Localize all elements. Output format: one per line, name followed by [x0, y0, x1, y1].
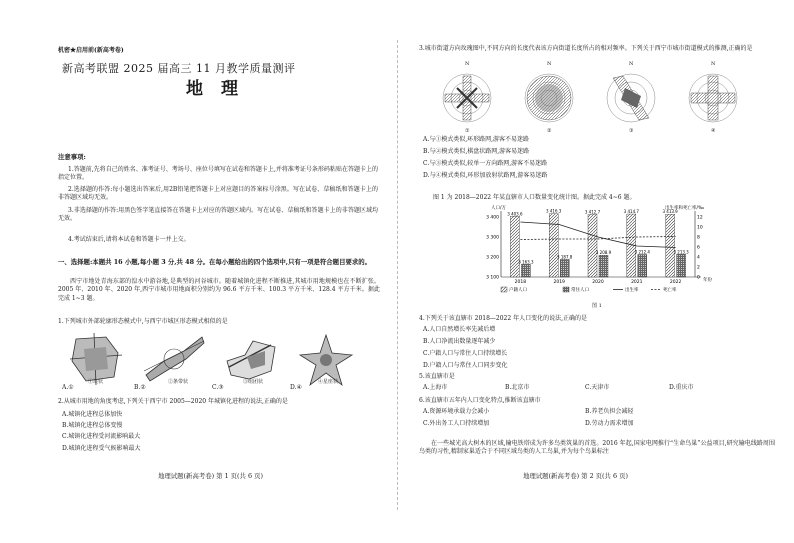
question-2: 2.从城市用地的角度考虑,下列关于西宁市 2005—2020 年城镇化进程的说法,正确的是 [58, 398, 288, 405]
bar-huji-2020 [588, 214, 597, 277]
rose-diagram-1 [443, 74, 491, 122]
question-6: 6.该直辖市五年内人口变化特点,推断该直辖市 [419, 397, 541, 404]
notice-title: 注意事项: [58, 153, 86, 161]
map-label-3: ③组团状 [243, 379, 264, 385]
rose-4-north: N [711, 61, 716, 67]
street-rose-diagrams [433, 66, 763, 136]
label-huji-2019: 3 416.3 [546, 208, 562, 214]
question-3: 3.城市街道方向玫瑰图中,不同方向的长度代表该方向街道长度所占的相对频率。下列关于西宁市城市街道模式的推测,正确的是 [419, 45, 753, 52]
x-tick-2022: 2022 [669, 280, 682, 285]
exam-title: 新高考联盟 2025 届高三 11 月教学质量测评 [62, 62, 296, 75]
legend-birth: 出生率 [625, 288, 639, 293]
rose-3-north: N [629, 61, 634, 67]
q2-option-a[interactable]: A.城镇化进程总体加快 [62, 411, 123, 418]
rose-2-north: N [547, 61, 552, 67]
bar-huji-2019 [549, 214, 558, 277]
map-constellation [300, 335, 352, 385]
q2-option-b[interactable]: B.城镇化进程总体变慢 [62, 422, 123, 429]
y2-tick-0: 0 [697, 275, 700, 281]
line-birth-rate [520, 222, 675, 248]
q1-option-a[interactable]: A.① [62, 384, 74, 391]
rose-label-2: ② [547, 128, 552, 134]
notice-2: 2.选择题的作答:每小题选出答案后,用2B铅笔把答题卡上对应题目的答案标号涂黑。写在试卷、草稿纸和答题卡上的非答题区域均无效。 [58, 186, 378, 202]
q4-option-c[interactable]: C.户籍人口与常住人口持续增长 [423, 350, 508, 357]
map-cluster [227, 341, 275, 379]
label-changzhu-2022: 3 213.3 [673, 249, 689, 255]
right-footer: 地理试题(新高考卷) 第 2 页(共 6 页) [523, 472, 628, 480]
notice-1: 1.答题前,先将自己的姓名、准考证号、考场号、座位号填写在试卷和答题卡上,并将准考证号条形码粘贴在答题卡上的指定位置。 [58, 166, 378, 182]
bar-changzhu-2019 [560, 259, 569, 277]
y2-tick-2: 4 [697, 255, 700, 261]
map-strip [144, 337, 204, 381]
rose-diagram-3 [607, 74, 655, 122]
label-huji-2018: 3 403.6 [507, 211, 523, 217]
map-label-2: ②条带状 [168, 379, 189, 385]
right-page [397, 0, 794, 543]
rose-diagram-2 [525, 74, 573, 122]
q5-option-a[interactable]: A.上海市 [423, 384, 448, 391]
left-footer: 地理试题(新高考卷) 第 1 页(共 6 页) [158, 472, 263, 480]
q5-option-b[interactable]: B.北京市 [505, 384, 530, 391]
y2-tick-4: 8 [697, 235, 700, 241]
passage-1: 西宁市地处青海东部的湟水中游谷地,是典型的河谷城市。随着城镇化进程不断推进,其城市用地规模也在不断扩张。2005 年、2010 年、2020 年,西宁市城市用地面积分别约为 96.6 平方千米、100.3 平方千米、128.4 平方千米。据此完成 1~3 题。 [58, 278, 380, 302]
rose-1-north: N [465, 61, 470, 67]
figure-caption: 图 1 [592, 303, 602, 309]
y2-tick-1: 2 [697, 265, 700, 271]
label-changzhu-2018: 3 163.3 [518, 259, 534, 265]
question-5: 5.该直辖市是 [419, 373, 455, 380]
q1-option-d[interactable]: D.④ [290, 384, 302, 391]
rose-label-1: ① [465, 128, 470, 134]
label-huji-2022: 3 413.9 [662, 209, 678, 215]
notice-3: 3.非选择题的作答:用黑色签字笔直接答在答题卡上对应的答题区域内。写在试卷、草稿纸和答题卡上的非答题区域均无效。 [58, 207, 378, 223]
map-label-1: ①块状 [88, 379, 104, 385]
q1-option-c[interactable]: C.③ [212, 384, 224, 391]
bar-changzhu-2018 [521, 264, 530, 277]
question-1: 1.下列城市外部轮廓形态模式中,与西宁市城区形态模式相似的是 [58, 318, 228, 325]
bar-huji-2018 [510, 216, 519, 277]
section-1-text: 一、选择题:本题共 16 小题,每小题 3 分,共 48 分。在每小题给出的四个选项中,只有一项是符合题目要求的。 [58, 258, 372, 266]
legend-swatch-huji [501, 287, 507, 292]
x-axis-label: 年份 [703, 278, 712, 283]
q1-option-b[interactable]: B.② [134, 384, 146, 391]
notice-4: 4.考试结束后,请将本试卷和答题卡一并上交。 [68, 236, 190, 243]
y2-tick-5: 10 [697, 225, 703, 231]
y-tick-3: 3 400 [486, 215, 499, 221]
label-changzhu-2021: 3 212.4 [634, 249, 650, 255]
q6-option-b[interactable]: B.养老负担会减轻 [585, 408, 634, 415]
q3-option-c[interactable]: C.与③模式类似,较单一方向路网,游客不易迷路 [423, 160, 548, 167]
x-tick-2018: 2018 [514, 280, 527, 285]
bar-huji-2022 [666, 214, 675, 277]
label-changzhu-2020: 3 208.9 [595, 250, 612, 256]
bar-changzhu-2021 [638, 255, 647, 277]
q6-option-a[interactable]: A.资源环境承载力会减小 [423, 408, 490, 415]
confidential-label: 机密★启用前(新高考卷) [58, 47, 124, 54]
bar-changzhu-2020 [599, 255, 608, 277]
q2-option-d[interactable]: D.城镇化进程受气候影响最大 [62, 445, 141, 452]
legend-huji: 户籍人口 [509, 288, 527, 293]
q3-option-d[interactable]: D.与④模式类似,环形加放射状路网,游客易迷路 [423, 172, 548, 179]
y-tick-0: 3 100 [486, 275, 499, 281]
y-tick-2: 3 300 [486, 235, 499, 241]
bar-changzhu-2022 [677, 254, 686, 277]
figure-intro: 图 1 为 2018—2022 年某直辖市人口数量变化统计图。据此完成 4~6 题。 [433, 194, 636, 201]
q3-option-b[interactable]: B.与②模式类似,棋盘状路网,游客易迷路 [423, 148, 530, 155]
x-tick-2021: 2021 [631, 280, 643, 285]
y-tick-1: 3 200 [486, 255, 499, 261]
question-4: 4.下列关于该直辖市 2018—2022 年人口变化的说法,正确的是 [419, 315, 587, 322]
rose-label-3: ③ [629, 128, 634, 134]
label-huji-2020: 3 412.7 [584, 209, 601, 215]
label-huji-2021: 3 414.7 [623, 209, 639, 215]
q4-option-b[interactable]: B.人口净流出数量逐年减少 [423, 338, 496, 345]
label-changzhu-2019: 3 187.8 [557, 254, 573, 260]
q4-option-d[interactable]: D.户籍人口与常住人口同步变化 [423, 362, 508, 369]
subject-title: 地理 [186, 79, 256, 99]
y2-tick-3: 6 [697, 245, 700, 251]
x-tick-2020: 2020 [592, 280, 604, 285]
q3-option-a[interactable]: A.与①模式类似,环形路网,游客不易迷路 [423, 136, 530, 143]
x-tick-2019: 2019 [553, 280, 565, 285]
y-axis-label: 人口/万 [491, 206, 507, 211]
q6-option-d[interactable]: D.劳动力需求增加 [585, 420, 634, 427]
q5-option-d[interactable]: D.重庆市 [669, 384, 694, 391]
map-label-4: ④星座状 [318, 379, 339, 385]
y2-tick-6: 12 [697, 215, 703, 221]
q5-option-c[interactable]: C.天津市 [585, 384, 610, 391]
population-chart [467, 203, 727, 303]
passage-2: 在一些城光高大树木的区域,输电铁塔成为许多鸟类筑巢的首选。2016 年起,国家电网推行“生命鸟巢”公益项目,研究输电线路周围鸟类的习性,精制家巢适合于不同区域鸟类的人工鸟巢,并为每个鸟巢标注 [419, 440, 775, 456]
legend-changzhu: 常住人口 [571, 288, 589, 293]
legend-swatch-changzhu [563, 287, 569, 292]
q2-option-c[interactable]: C.城镇化进程受河流影响最大 [62, 433, 141, 440]
map-block [70, 333, 122, 385]
q6-option-c[interactable]: C.外出务工人口持续增加 [423, 420, 490, 427]
rose-diagram-4 [689, 74, 737, 122]
section-1-heading [58, 258, 380, 267]
q4-option-a[interactable]: A.人口自然增长率先减后增 [423, 326, 496, 333]
rose-label-4: ④ [711, 128, 716, 134]
legend-death: 死亡率 [663, 288, 677, 293]
y2-axis-label: 出生率和死亡率/‰ [665, 206, 705, 211]
